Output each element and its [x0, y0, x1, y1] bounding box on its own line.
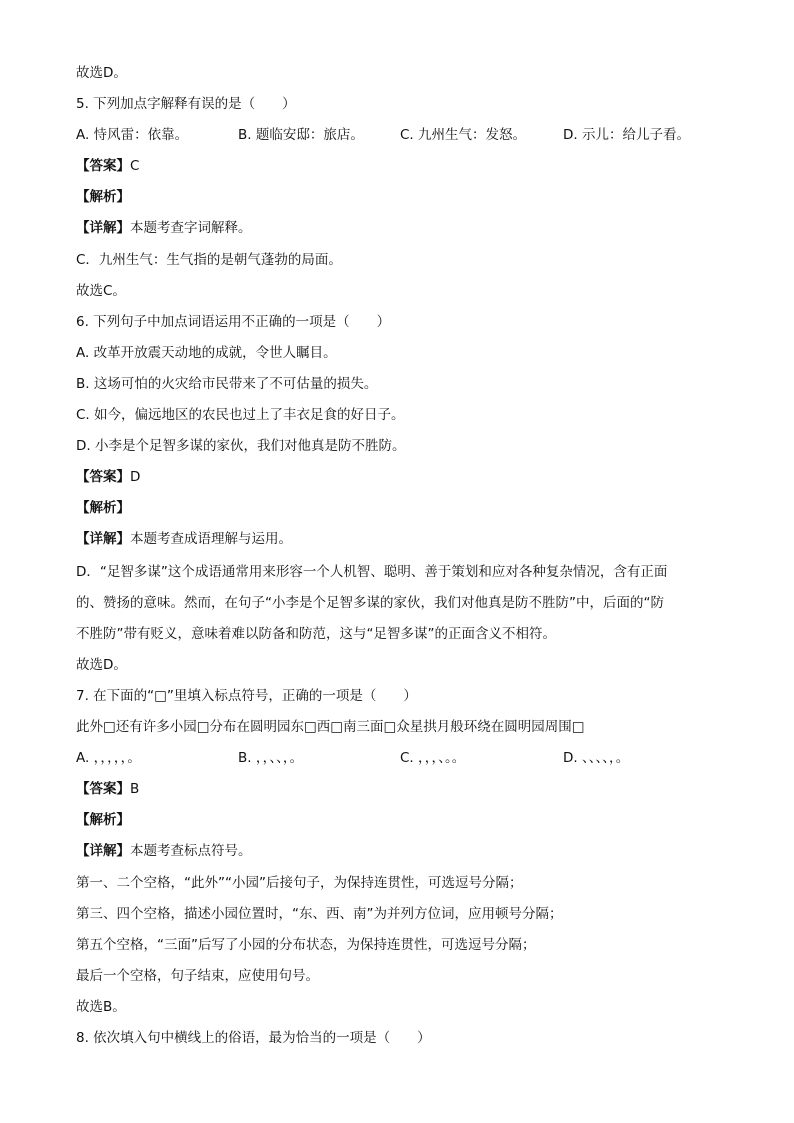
- q6-option-a: A. 改革开放震天动地的成就，令世人瞩目。: [76, 345, 337, 361]
- question-7-sentence: 此外□还有许多小园□分布在圆明园东□西□南三面□众星拱月般环绕在圆明园周围□: [76, 719, 585, 735]
- q7-option-d: D. 、、、、，。: [563, 750, 630, 766]
- q6-option-b: B. 这场可怕的火灾给市民带来了不可估量的损失。: [76, 376, 378, 392]
- question-8-stem: 8. 依次填入句中横线上的俗语，最为恰当的一项是（ ）: [76, 1030, 431, 1046]
- text-line: 故选B。: [76, 999, 126, 1015]
- q7-option-a: A. ，，，，，。: [76, 750, 141, 766]
- analysis-heading: 【解析】: [76, 500, 130, 516]
- text-line: 第一、二个空格，“此外”“小园”后接句子，为保持连贯性，可选逗号分隔；: [76, 875, 523, 891]
- q7-option-c: C. ，，，、。。: [400, 750, 466, 766]
- detail-line: 【详解】本题考查成语理解与运用。: [76, 531, 292, 547]
- question-6-stem: 6. 下列句子中加点词语运用不正确的一项是（ ）: [76, 314, 391, 330]
- text-line: D．“足智多谋”这个成语通常用来形容一个人机智、聪明、善于策划和应对各种复杂情况，含有正面: [76, 564, 668, 580]
- text-line: C．九州生气：生气指的是朝气蓬勃的局面。: [76, 252, 342, 268]
- text-line: 的、赞扬的意味。然而，在句子“小李是个足智多谋的家伙，我们对他真是防不胜防”中，后面的“防: [76, 595, 664, 611]
- question-7-stem: 7. 在下面的“□”里填入标点符号，正确的一项是（ ）: [76, 688, 417, 704]
- analysis-heading: 【解析】: [76, 812, 130, 828]
- text-line: 第五个空格，“三面”后写了小园的分布状态，为保持连贯性，可选逗号分隔；: [76, 937, 536, 953]
- text-line: 第三、四个空格，描述小园位置时，“东、西、南”为并列方位词，应用顿号分隔；: [76, 906, 563, 922]
- q6-option-c: C. 如今，偏远地区的农民也过上了丰衣足食的好日子。: [76, 407, 405, 423]
- q5-option-d: D. 示儿：给儿子看。: [563, 127, 690, 143]
- answer-line: 【答案】C: [76, 158, 140, 174]
- text-line: 故选D。: [76, 65, 127, 81]
- text-line: 最后一个空格，句子结束，应使用句号。: [76, 968, 319, 984]
- q7-option-b: B. ，，、、，。: [238, 750, 304, 766]
- text-line: 故选D。: [76, 657, 127, 673]
- detail-line: 【详解】本题考查标点符号。: [76, 843, 252, 859]
- text-line: 不胜防”带有贬义，意味着难以防备和防范，这与“足智多谋”的正面含义不相符。: [76, 626, 556, 642]
- answer-line: 【答案】D: [76, 469, 141, 485]
- text-line: 故选C。: [76, 283, 126, 299]
- analysis-heading: 【解析】: [76, 189, 130, 205]
- q5-option-c: C. 九州生气：发怒。: [400, 127, 527, 143]
- q5-option-a: A. 恃风雷：依靠。: [76, 127, 189, 143]
- answer-line: 【答案】B: [76, 781, 140, 797]
- q6-option-d: D. 小李是个足智多谋的家伙，我们对他真是防不胜防。: [76, 438, 406, 454]
- q5-option-b: B. 题临安邸：旅店。: [238, 127, 364, 143]
- detail-line: 【详解】本题考查字词解释。: [76, 220, 252, 236]
- question-5-stem: 5. 下列加点字解释有误的是（ ）: [76, 96, 296, 112]
